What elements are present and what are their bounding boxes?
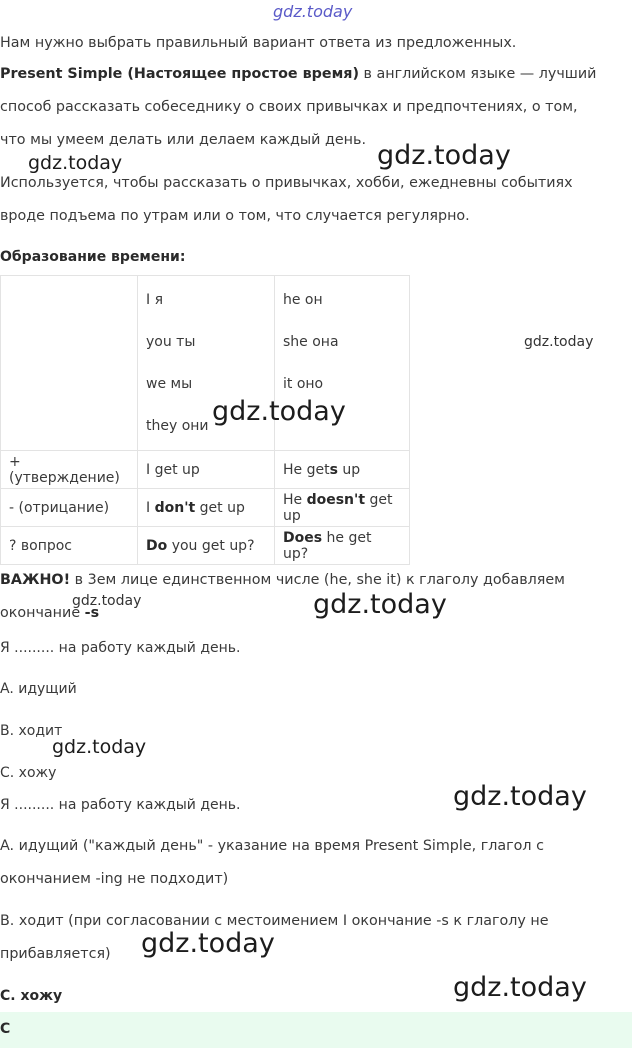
question-text: Я ......... на работу каждый день.: [0, 640, 241, 656]
important-label: ВАЖНО!: [0, 572, 71, 588]
watermark: gdz.today: [453, 781, 587, 812]
row-label: - (отрицание): [1, 489, 138, 527]
pronoun: he он: [283, 292, 323, 308]
table-cell: [1, 276, 138, 451]
intro-text: Нам нужно выбрать правильный вариант ответа из предложенных.: [0, 35, 517, 51]
explanation-b: B. ходит (при согласовании с местоимением I окончание -s к глаголу не прибавляется): [0, 913, 549, 962]
pronoun: they они: [146, 418, 209, 434]
watermark: gdz.today: [273, 2, 353, 21]
question-repeat: Я ......... на работу каждый день.: [0, 797, 241, 813]
table-row: [1, 527, 410, 565]
explanation-a: A. идущий ("каждый день" - указание на время Present Simple, глагол с окончанием -ing не подходит): [0, 838, 544, 887]
watermark: gdz.today: [212, 396, 346, 427]
text: способ рассказать собеседнику о своих привычках и предпочтениях, о том,: [0, 99, 578, 115]
watermark: gdz.today: [72, 593, 142, 609]
option-b: B. ходит: [0, 723, 63, 739]
pronoun: it оно: [283, 376, 324, 392]
option-a: A. идущий: [0, 681, 77, 697]
table-row: [1, 451, 410, 489]
pronoun: we мы: [146, 376, 193, 392]
row-label: + (утверждение): [1, 451, 138, 489]
table-row: [1, 489, 410, 527]
answer-text: C: [0, 1021, 11, 1037]
correct-option: C. хожу: [0, 988, 63, 1004]
table-cell: I get up: [138, 451, 275, 489]
pronoun: she она: [283, 334, 339, 350]
description-paragraph: [0, 58, 620, 157]
table-cell: Do you get up?: [138, 527, 275, 565]
watermark: gdz.today: [377, 140, 511, 171]
watermark: gdz.today: [52, 736, 147, 758]
answer-box: [0, 1012, 632, 1048]
text: Используется, чтобы рассказать о привычках, хобби, ежедневны событиях: [0, 175, 573, 191]
conjugation-table: [0, 275, 410, 565]
table-row: [1, 276, 410, 451]
option-c: C. хожу: [0, 765, 57, 781]
table-cell: He gets up: [275, 451, 410, 489]
formation-heading: Образование времени:: [0, 249, 186, 265]
tense-name: Present Simple (Настоящее простое время): [0, 66, 359, 82]
pronoun: I я: [146, 292, 164, 308]
table-cell: I don't get up: [138, 489, 275, 527]
watermark: gdz.today: [141, 928, 275, 959]
text: вроде подъема по утрам или о том, что случается регулярно.: [0, 208, 470, 224]
watermark: gdz.today: [453, 972, 587, 1003]
table-cell: He doesn't get up: [275, 489, 410, 527]
important-note-line2: окончание -s: [0, 605, 100, 621]
table-cell: Does he get up?: [275, 527, 410, 565]
row-label: ? вопрос: [1, 527, 138, 565]
pronoun: you ты: [146, 334, 196, 350]
text: что мы умеем делать или делаем каждый день.: [0, 132, 366, 148]
watermark: gdz.today: [313, 589, 447, 620]
usage-paragraph: [0, 167, 620, 233]
watermark: gdz.today: [524, 334, 594, 350]
important-note: ВАЖНО! в 3ем лице единственном числе (he, she it) к глаголу добавляем: [0, 572, 565, 588]
text: в английском языке — лучший: [358, 66, 597, 82]
watermark: gdz.today: [28, 152, 123, 174]
